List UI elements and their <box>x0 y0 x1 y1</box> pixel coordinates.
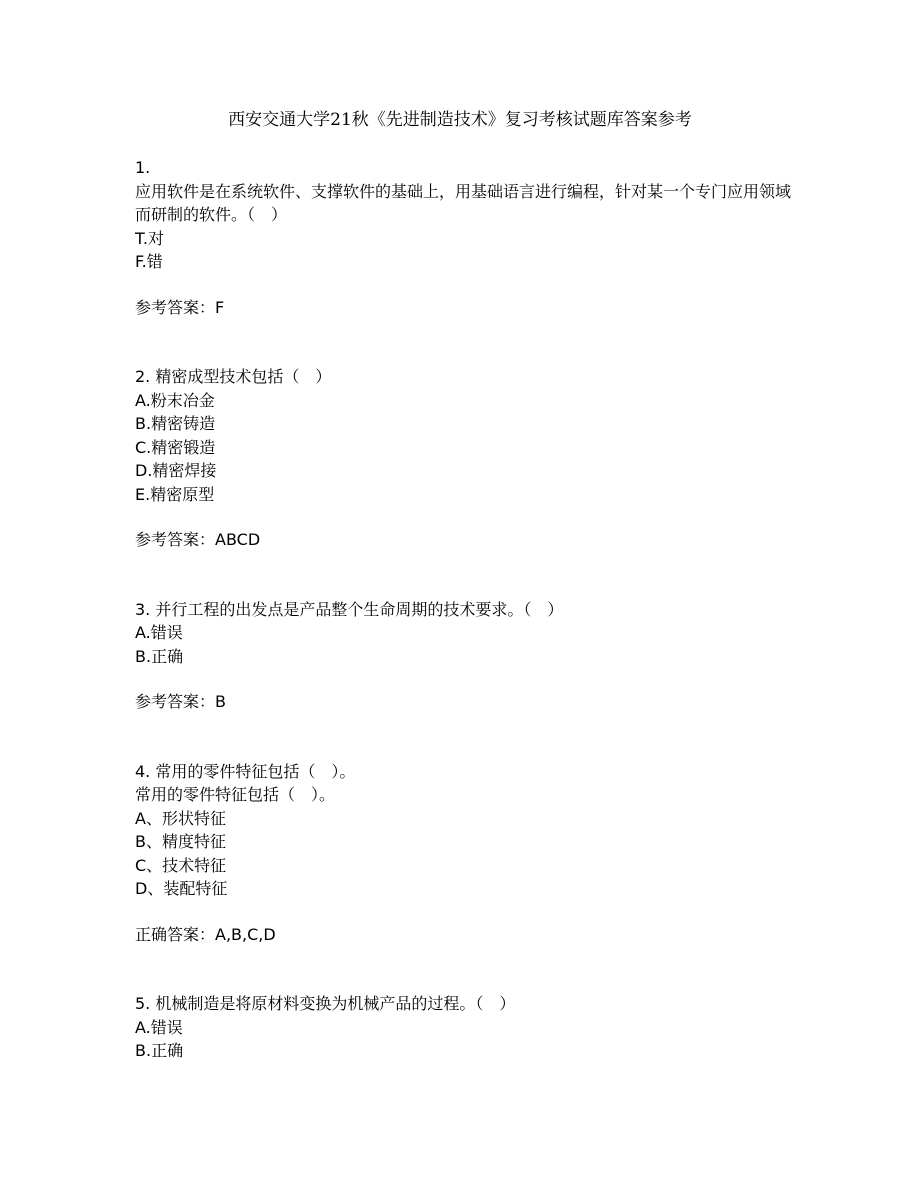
question-list <box>135 156 795 1063</box>
question-stem-repeat: 常用的零件特征包括（ ）。 <box>135 785 336 804</box>
question-heading <box>135 992 795 1016</box>
answer-text: 参考答案：F <box>135 297 225 317</box>
question-4 <box>135 760 795 947</box>
option-a: A.错误 <box>135 623 183 642</box>
answer-text: 参考答案：B <box>135 692 226 711</box>
question-stem: 机械制造是将原材料变换为机械产品的过程。（ ） <box>155 994 516 1013</box>
question-stem: 常用的零件特征包括（ ）。 <box>155 761 356 781</box>
question-number: 1. <box>135 158 151 177</box>
option-d: D、装配特征 <box>135 879 228 898</box>
question-number: 4. <box>135 761 151 781</box>
question-number: 2. <box>135 367 151 386</box>
question-number: 3. <box>135 599 151 619</box>
question-1 <box>135 156 795 319</box>
question-5 <box>135 992 795 1063</box>
question-2 <box>135 365 795 552</box>
question-number: 5. <box>135 994 151 1013</box>
question-heading <box>135 365 795 389</box>
answer-text: 正确答案：A,B,C,D <box>135 924 276 944</box>
question-heading <box>135 760 795 784</box>
option-b: B、精度特征 <box>135 832 226 851</box>
option-a: A、形状特征 <box>135 808 226 828</box>
option-f: F.错 <box>135 252 163 271</box>
question-stem: 精密成型技术包括（ ） <box>155 367 332 386</box>
option-c: C.精密锻造 <box>135 437 216 457</box>
option-b: B.正确 <box>135 1041 184 1060</box>
option-a: A.错误 <box>135 1017 183 1037</box>
option-b: B.精密铸造 <box>135 414 216 433</box>
option-c: C、技术特征 <box>135 855 227 875</box>
question-stem: 应用软件是在系统软件、支撑软件的基础上，用基础语言进行编程，针对某一个专门应用领域而研制的软件。（ ） <box>135 181 792 224</box>
option-a: A.粉末冶金 <box>135 390 215 410</box>
question-stem: 并行工程的出发点是产品整个生命周期的技术要求。（ ） <box>155 599 564 619</box>
option-d: D.精密焊接 <box>135 461 217 480</box>
question-3 <box>135 598 795 714</box>
question-heading <box>135 598 795 622</box>
option-b: B.正确 <box>135 646 184 666</box>
answer-text: 参考答案：ABCD <box>135 530 261 549</box>
option-t: T.对 <box>135 228 164 248</box>
option-e: E.精密原型 <box>135 484 215 504</box>
document-title: 西安交通大学21秋《先进制造技术》复习考核试题库答案参考 <box>228 110 692 130</box>
